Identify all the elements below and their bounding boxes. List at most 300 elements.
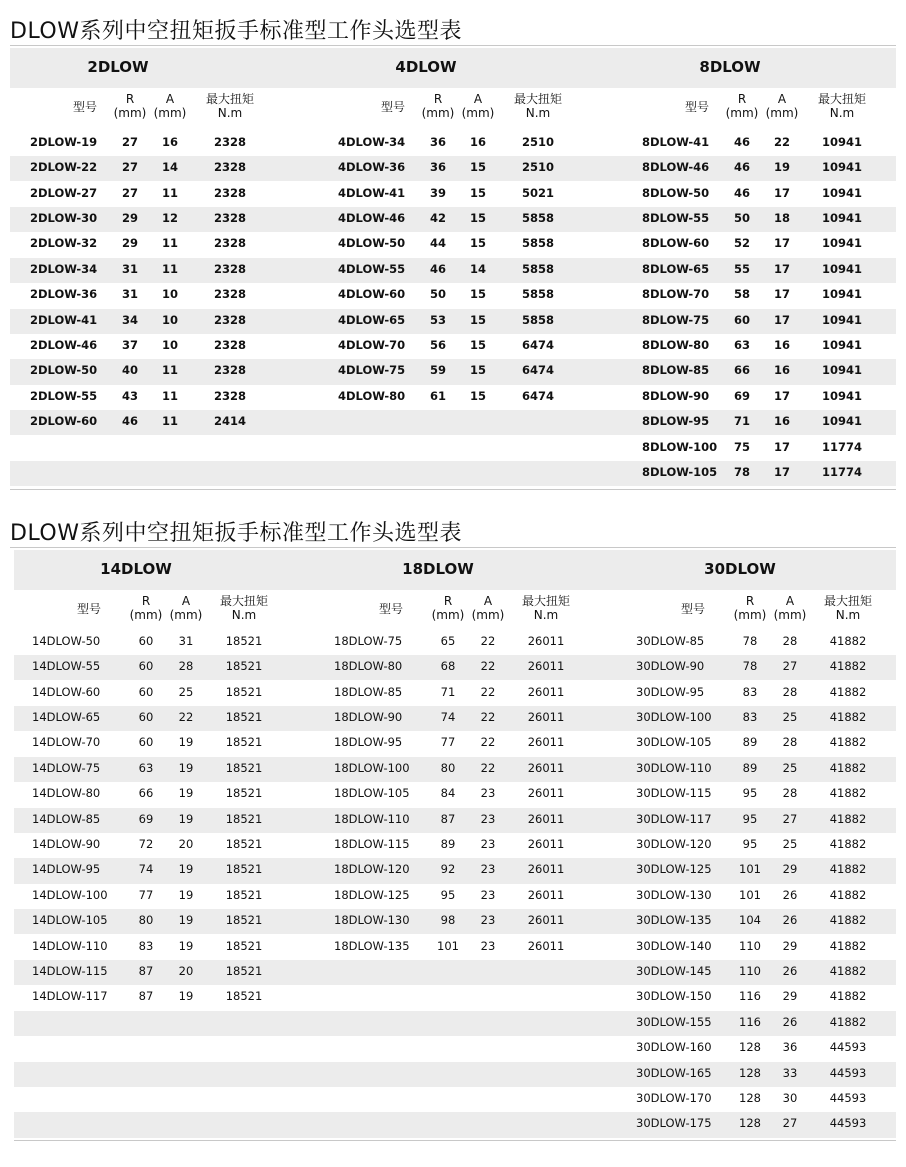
model-cell: 30DLOW-105 bbox=[636, 735, 712, 750]
model-cell: 18DLOW-85 bbox=[334, 684, 403, 699]
torque-cell: 5858 bbox=[521, 210, 554, 225]
r-cell: 27 bbox=[121, 134, 138, 149]
group-title: 2DLOW bbox=[87, 58, 149, 76]
torque-cell: 41882 bbox=[829, 938, 867, 953]
model-cell: 2DLOW-27 bbox=[30, 185, 98, 200]
a-cell: 19 bbox=[178, 811, 194, 826]
model-cell: 2DLOW-22 bbox=[30, 160, 98, 175]
torque-cell: 26011 bbox=[527, 811, 565, 826]
torque-cell: 18521 bbox=[225, 963, 263, 978]
torque-cell: 44593 bbox=[829, 1116, 867, 1131]
a-cell: 15 bbox=[469, 236, 486, 251]
a-cell: 27 bbox=[782, 1116, 798, 1131]
col-header-a-unit: (mm) bbox=[765, 106, 799, 120]
r-cell: 27 bbox=[121, 185, 138, 200]
r-cell: 63 bbox=[733, 337, 750, 352]
a-cell: 23 bbox=[480, 862, 496, 877]
a-cell: 19 bbox=[773, 160, 790, 175]
a-cell: 19 bbox=[178, 735, 194, 750]
a-cell: 19 bbox=[178, 760, 194, 775]
torque-cell: 26011 bbox=[527, 659, 565, 674]
a-cell: 15 bbox=[469, 388, 486, 403]
r-cell: 78 bbox=[742, 633, 758, 648]
a-cell: 25 bbox=[782, 760, 798, 775]
col-header-torque-label: 最大扭矩 bbox=[817, 92, 866, 106]
a-cell: 22 bbox=[480, 684, 496, 699]
model-cell: 4DLOW-50 bbox=[338, 236, 406, 251]
a-cell: 16 bbox=[773, 414, 790, 429]
model-cell: 8DLOW-70 bbox=[642, 287, 710, 302]
torque-cell: 2328 bbox=[213, 185, 246, 200]
torque-cell: 10941 bbox=[821, 337, 862, 352]
model-cell: 18DLOW-75 bbox=[334, 633, 403, 648]
col-header-a-label: A bbox=[785, 594, 795, 608]
col-header-a-label: A bbox=[181, 594, 191, 608]
model-cell: 14DLOW-60 bbox=[32, 684, 101, 699]
a-cell: 23 bbox=[480, 913, 496, 928]
model-cell: 8DLOW-75 bbox=[642, 312, 710, 327]
r-cell: 84 bbox=[440, 786, 456, 801]
col-header-a-unit: (mm) bbox=[461, 106, 495, 120]
a-cell: 19 bbox=[178, 938, 194, 953]
model-cell: 4DLOW-41 bbox=[338, 185, 406, 200]
a-cell: 19 bbox=[178, 989, 194, 1004]
col-header-r bbox=[428, 594, 468, 622]
torque-cell: 41882 bbox=[829, 633, 867, 648]
torque-cell: 18521 bbox=[225, 938, 263, 953]
model-cell: 4DLOW-70 bbox=[338, 337, 406, 352]
torque-cell: 10941 bbox=[821, 414, 862, 429]
model-cell: 14DLOW-80 bbox=[32, 786, 101, 801]
a-cell: 15 bbox=[469, 337, 486, 352]
a-cell: 14 bbox=[469, 261, 486, 276]
torque-cell: 6474 bbox=[521, 388, 554, 403]
col-header-r-label: R bbox=[737, 92, 747, 106]
model-cell: 4DLOW-60 bbox=[338, 287, 406, 302]
a-cell: 22 bbox=[480, 760, 496, 775]
torque-cell: 18521 bbox=[225, 913, 263, 928]
r-cell: 46 bbox=[733, 134, 750, 149]
model-cell: 14DLOW-95 bbox=[32, 862, 101, 877]
r-cell: 75 bbox=[733, 439, 750, 454]
model-cell: 4DLOW-55 bbox=[338, 261, 406, 276]
model-cell: 14DLOW-115 bbox=[32, 963, 108, 978]
a-cell: 17 bbox=[773, 388, 790, 403]
r-cell: 43 bbox=[121, 388, 138, 403]
torque-cell: 10941 bbox=[821, 185, 862, 200]
torque-cell: 44593 bbox=[829, 1065, 867, 1080]
torque-cell: 26011 bbox=[527, 862, 565, 877]
a-cell: 36 bbox=[782, 1040, 798, 1055]
r-cell: 69 bbox=[733, 388, 750, 403]
r-cell: 42 bbox=[429, 210, 446, 225]
group-title: 14DLOW bbox=[100, 560, 172, 578]
col-header-torque bbox=[209, 594, 279, 622]
model-cell: 2DLOW-50 bbox=[30, 363, 98, 378]
r-cell: 59 bbox=[429, 363, 446, 378]
a-cell: 17 bbox=[773, 185, 790, 200]
torque-cell: 26011 bbox=[527, 709, 565, 724]
col-header-a bbox=[468, 594, 508, 622]
a-cell: 16 bbox=[161, 134, 178, 149]
model-cell: 14DLOW-110 bbox=[32, 938, 108, 953]
torque-cell: 18521 bbox=[225, 811, 263, 826]
r-cell: 116 bbox=[739, 1014, 761, 1029]
torque-cell: 5858 bbox=[521, 261, 554, 276]
torque-cell: 11774 bbox=[821, 464, 862, 479]
torque-cell: 41882 bbox=[829, 735, 867, 750]
model-cell: 30DLOW-125 bbox=[636, 862, 712, 877]
torque-cell: 10941 bbox=[821, 363, 862, 378]
a-cell: 26 bbox=[782, 1014, 798, 1029]
torque-cell: 10941 bbox=[821, 388, 862, 403]
col-header-r-unit: (mm) bbox=[113, 106, 147, 120]
model-cell: 18DLOW-80 bbox=[334, 659, 403, 674]
a-cell: 27 bbox=[782, 659, 798, 674]
r-cell: 104 bbox=[739, 913, 761, 928]
model-cell: 8DLOW-55 bbox=[642, 210, 710, 225]
a-cell: 19 bbox=[178, 887, 194, 902]
a-cell: 23 bbox=[480, 887, 496, 902]
torque-cell: 2328 bbox=[213, 287, 246, 302]
r-cell: 27 bbox=[121, 160, 138, 175]
r-cell: 128 bbox=[739, 1090, 761, 1105]
a-cell: 25 bbox=[782, 836, 798, 851]
torque-cell: 10941 bbox=[821, 287, 862, 302]
col-header-r bbox=[418, 92, 458, 120]
r-cell: 31 bbox=[121, 261, 138, 276]
r-cell: 56 bbox=[429, 337, 446, 352]
r-cell: 77 bbox=[138, 887, 154, 902]
torque-cell: 2510 bbox=[521, 160, 554, 175]
a-cell: 16 bbox=[773, 337, 790, 352]
a-cell: 14 bbox=[161, 160, 178, 175]
table-bottom-rule bbox=[10, 489, 896, 490]
a-cell: 22 bbox=[773, 134, 790, 149]
table-bottom-rule bbox=[14, 1140, 896, 1141]
model-cell: 2DLOW-60 bbox=[30, 414, 98, 429]
model-cell: 2DLOW-32 bbox=[30, 236, 98, 251]
model-cell: 14DLOW-75 bbox=[32, 760, 101, 775]
section2-title: DLOW系列中空扭矩扳手标准型工作头选型表 bbox=[10, 521, 462, 546]
model-cell: 8DLOW-50 bbox=[642, 185, 710, 200]
torque-cell: 5021 bbox=[521, 185, 554, 200]
col-header-torque bbox=[813, 594, 883, 622]
r-cell: 80 bbox=[138, 913, 154, 928]
model-cell: 30DLOW-90 bbox=[636, 659, 705, 674]
model-cell: 30DLOW-175 bbox=[636, 1116, 712, 1131]
model-cell: 2DLOW-30 bbox=[30, 210, 98, 225]
a-cell: 11 bbox=[161, 185, 178, 200]
a-cell: 16 bbox=[773, 363, 790, 378]
torque-cell: 2328 bbox=[213, 210, 246, 225]
model-cell: 8DLOW-95 bbox=[642, 414, 710, 429]
a-cell: 31 bbox=[178, 633, 194, 648]
col-header-a bbox=[762, 92, 802, 120]
col-header-model-label: 型号 bbox=[680, 602, 705, 616]
model-cell: 14DLOW-70 bbox=[32, 735, 101, 750]
col-header-r-unit: (mm) bbox=[725, 106, 759, 120]
model-cell: 18DLOW-125 bbox=[334, 887, 410, 902]
model-cell: 18DLOW-115 bbox=[334, 836, 410, 851]
col-header-model-label: 型号 bbox=[378, 602, 403, 616]
col-header-a-unit: (mm) bbox=[169, 608, 203, 622]
torque-cell: 10941 bbox=[821, 261, 862, 276]
r-cell: 87 bbox=[138, 963, 154, 978]
a-cell: 15 bbox=[469, 160, 486, 175]
group-title: 4DLOW bbox=[395, 58, 457, 76]
torque-cell: 44593 bbox=[829, 1090, 867, 1105]
model-cell: 8DLOW-100 bbox=[642, 439, 718, 454]
torque-cell: 41882 bbox=[829, 862, 867, 877]
a-cell: 11 bbox=[161, 236, 178, 251]
r-cell: 95 bbox=[440, 887, 456, 902]
torque-cell: 26011 bbox=[527, 836, 565, 851]
a-cell: 29 bbox=[782, 989, 798, 1004]
a-cell: 17 bbox=[773, 287, 790, 302]
r-cell: 77 bbox=[440, 735, 456, 750]
col-header-model bbox=[658, 602, 728, 616]
col-header-model-label: 型号 bbox=[76, 602, 101, 616]
col-header-r-unit: (mm) bbox=[431, 608, 465, 622]
a-cell: 11 bbox=[161, 261, 178, 276]
a-cell: 23 bbox=[480, 811, 496, 826]
model-cell: 30DLOW-120 bbox=[636, 836, 712, 851]
a-cell: 20 bbox=[178, 836, 194, 851]
torque-cell: 10941 bbox=[821, 134, 862, 149]
model-cell: 30DLOW-160 bbox=[636, 1040, 712, 1055]
r-cell: 110 bbox=[739, 938, 761, 953]
torque-cell: 2328 bbox=[213, 236, 246, 251]
col-header-r-label: R bbox=[125, 92, 135, 106]
col-header-r-unit: (mm) bbox=[733, 608, 767, 622]
torque-cell: 2328 bbox=[213, 134, 246, 149]
col-header-torque bbox=[511, 594, 581, 622]
model-cell: 30DLOW-100 bbox=[636, 709, 712, 724]
r-cell: 60 bbox=[138, 709, 154, 724]
torque-cell: 18521 bbox=[225, 735, 263, 750]
r-cell: 65 bbox=[440, 633, 456, 648]
col-header-a bbox=[458, 92, 498, 120]
r-cell: 101 bbox=[739, 887, 761, 902]
col-header-model-label: 型号 bbox=[380, 100, 405, 114]
r-cell: 95 bbox=[742, 836, 758, 851]
r-cell: 63 bbox=[138, 760, 154, 775]
model-cell: 4DLOW-75 bbox=[338, 363, 406, 378]
a-cell: 28 bbox=[782, 735, 798, 750]
model-cell: 14DLOW-85 bbox=[32, 811, 101, 826]
torque-cell: 26011 bbox=[527, 684, 565, 699]
r-cell: 101 bbox=[437, 938, 459, 953]
model-cell: 4DLOW-34 bbox=[338, 134, 406, 149]
torque-cell: 10941 bbox=[821, 160, 862, 175]
r-cell: 128 bbox=[739, 1040, 761, 1055]
r-cell: 36 bbox=[429, 160, 446, 175]
r-cell: 44 bbox=[429, 236, 446, 251]
r-cell: 39 bbox=[429, 185, 446, 200]
a-cell: 17 bbox=[773, 464, 790, 479]
a-cell: 10 bbox=[161, 287, 178, 302]
torque-cell: 2414 bbox=[213, 414, 246, 429]
section1-title-rule bbox=[10, 45, 896, 46]
torque-cell: 41882 bbox=[829, 811, 867, 826]
col-header-r bbox=[722, 92, 762, 120]
model-cell: 14DLOW-90 bbox=[32, 836, 101, 851]
torque-cell: 2328 bbox=[213, 363, 246, 378]
a-cell: 26 bbox=[782, 913, 798, 928]
torque-cell: 5858 bbox=[521, 287, 554, 302]
model-cell: 18DLOW-120 bbox=[334, 862, 410, 877]
col-header-torque-unit: N.m bbox=[533, 608, 559, 622]
model-cell: 8DLOW-85 bbox=[642, 363, 710, 378]
model-cell: 14DLOW-65 bbox=[32, 709, 101, 724]
a-cell: 15 bbox=[469, 287, 486, 302]
model-cell: 8DLOW-90 bbox=[642, 388, 710, 403]
r-cell: 128 bbox=[739, 1116, 761, 1131]
col-header-a-label: A bbox=[483, 594, 493, 608]
torque-cell: 2328 bbox=[213, 261, 246, 276]
a-cell: 29 bbox=[782, 938, 798, 953]
model-cell: 8DLOW-60 bbox=[642, 236, 710, 251]
r-cell: 60 bbox=[138, 633, 154, 648]
model-cell: 4DLOW-80 bbox=[338, 388, 406, 403]
torque-cell: 26011 bbox=[527, 735, 565, 750]
r-cell: 95 bbox=[742, 811, 758, 826]
r-cell: 83 bbox=[742, 684, 758, 699]
r-cell: 128 bbox=[739, 1065, 761, 1080]
model-cell: 18DLOW-100 bbox=[334, 760, 410, 775]
a-cell: 17 bbox=[773, 312, 790, 327]
a-cell: 11 bbox=[161, 414, 178, 429]
r-cell: 69 bbox=[138, 811, 154, 826]
r-cell: 60 bbox=[733, 312, 750, 327]
a-cell: 28 bbox=[782, 684, 798, 699]
model-cell: 30DLOW-130 bbox=[636, 887, 712, 902]
a-cell: 15 bbox=[469, 210, 486, 225]
a-cell: 22 bbox=[480, 633, 496, 648]
col-header-torque-unit: N.m bbox=[217, 106, 243, 120]
section2-title-rule bbox=[10, 547, 896, 548]
col-header-torque-label: 最大扭矩 bbox=[513, 92, 562, 106]
torque-cell: 18521 bbox=[225, 684, 263, 699]
a-cell: 17 bbox=[773, 439, 790, 454]
model-cell: 30DLOW-135 bbox=[636, 913, 712, 928]
col-header-r-label: R bbox=[141, 594, 151, 608]
a-cell: 18 bbox=[773, 210, 790, 225]
group-title: 18DLOW bbox=[402, 560, 474, 578]
torque-cell: 41882 bbox=[829, 659, 867, 674]
r-cell: 101 bbox=[739, 862, 761, 877]
a-cell: 12 bbox=[161, 210, 178, 225]
a-cell: 25 bbox=[178, 684, 194, 699]
r-cell: 61 bbox=[429, 388, 446, 403]
a-cell: 22 bbox=[480, 659, 496, 674]
model-cell: 2DLOW-41 bbox=[30, 312, 98, 327]
r-cell: 92 bbox=[440, 862, 456, 877]
torque-cell: 41882 bbox=[829, 913, 867, 928]
torque-cell: 41882 bbox=[829, 709, 867, 724]
torque-cell: 26011 bbox=[527, 887, 565, 902]
r-cell: 78 bbox=[733, 464, 750, 479]
model-cell: 14DLOW-105 bbox=[32, 913, 108, 928]
r-cell: 83 bbox=[742, 709, 758, 724]
torque-cell: 5858 bbox=[521, 312, 554, 327]
a-cell: 28 bbox=[782, 633, 798, 648]
torque-cell: 18521 bbox=[225, 836, 263, 851]
col-header-torque-unit: N.m bbox=[525, 106, 551, 120]
torque-cell: 26011 bbox=[527, 633, 565, 648]
torque-cell: 41882 bbox=[829, 786, 867, 801]
model-cell: 14DLOW-55 bbox=[32, 659, 101, 674]
model-cell: 4DLOW-46 bbox=[338, 210, 406, 225]
a-cell: 22 bbox=[480, 735, 496, 750]
a-cell: 15 bbox=[469, 312, 486, 327]
a-cell: 17 bbox=[773, 261, 790, 276]
col-header-torque bbox=[195, 92, 265, 120]
r-cell: 60 bbox=[138, 659, 154, 674]
model-cell: 2DLOW-34 bbox=[30, 261, 98, 276]
a-cell: 26 bbox=[782, 963, 798, 978]
a-cell: 15 bbox=[469, 363, 486, 378]
r-cell: 29 bbox=[121, 210, 138, 225]
col-header-torque-label: 最大扭矩 bbox=[205, 92, 254, 106]
col-header-r-label: R bbox=[433, 92, 443, 106]
torque-cell: 2328 bbox=[213, 312, 246, 327]
torque-cell: 2510 bbox=[521, 134, 554, 149]
r-cell: 31 bbox=[121, 287, 138, 302]
model-cell: 30DLOW-95 bbox=[636, 684, 705, 699]
model-cell: 14DLOW-100 bbox=[32, 887, 108, 902]
model-cell: 4DLOW-36 bbox=[338, 160, 406, 175]
torque-cell: 10941 bbox=[821, 210, 862, 225]
torque-cell: 6474 bbox=[521, 363, 554, 378]
r-cell: 68 bbox=[440, 659, 456, 674]
a-cell: 17 bbox=[773, 236, 790, 251]
torque-cell: 41882 bbox=[829, 684, 867, 699]
torque-cell: 11774 bbox=[821, 439, 862, 454]
torque-cell: 2328 bbox=[213, 388, 246, 403]
a-cell: 19 bbox=[178, 913, 194, 928]
r-cell: 71 bbox=[440, 684, 456, 699]
section1-title: DLOW系列中空扭矩扳手标准型工作头选型表 bbox=[10, 19, 462, 44]
torque-cell: 41882 bbox=[829, 1014, 867, 1029]
model-cell: 2DLOW-46 bbox=[30, 337, 98, 352]
model-cell: 8DLOW-80 bbox=[642, 337, 710, 352]
torque-cell: 5858 bbox=[521, 236, 554, 251]
torque-cell: 18521 bbox=[225, 760, 263, 775]
torque-cell: 41882 bbox=[829, 989, 867, 1004]
r-cell: 46 bbox=[733, 160, 750, 175]
col-header-model bbox=[356, 602, 426, 616]
r-cell: 40 bbox=[121, 363, 138, 378]
col-header-torque-label: 最大扭矩 bbox=[521, 594, 570, 608]
torque-cell: 41882 bbox=[829, 836, 867, 851]
r-cell: 66 bbox=[138, 786, 154, 801]
torque-cell: 10941 bbox=[821, 312, 862, 327]
a-cell: 23 bbox=[480, 938, 496, 953]
group-title: 8DLOW bbox=[699, 58, 761, 76]
model-cell: 30DLOW-85 bbox=[636, 633, 705, 648]
torque-cell: 18521 bbox=[225, 887, 263, 902]
col-header-a-unit: (mm) bbox=[773, 608, 807, 622]
model-cell: 2DLOW-19 bbox=[30, 134, 98, 149]
a-cell: 25 bbox=[782, 709, 798, 724]
col-header-r-unit: (mm) bbox=[129, 608, 163, 622]
torque-cell: 41882 bbox=[829, 760, 867, 775]
a-cell: 23 bbox=[480, 786, 496, 801]
torque-cell: 10941 bbox=[821, 236, 862, 251]
col-header-r bbox=[110, 92, 150, 120]
